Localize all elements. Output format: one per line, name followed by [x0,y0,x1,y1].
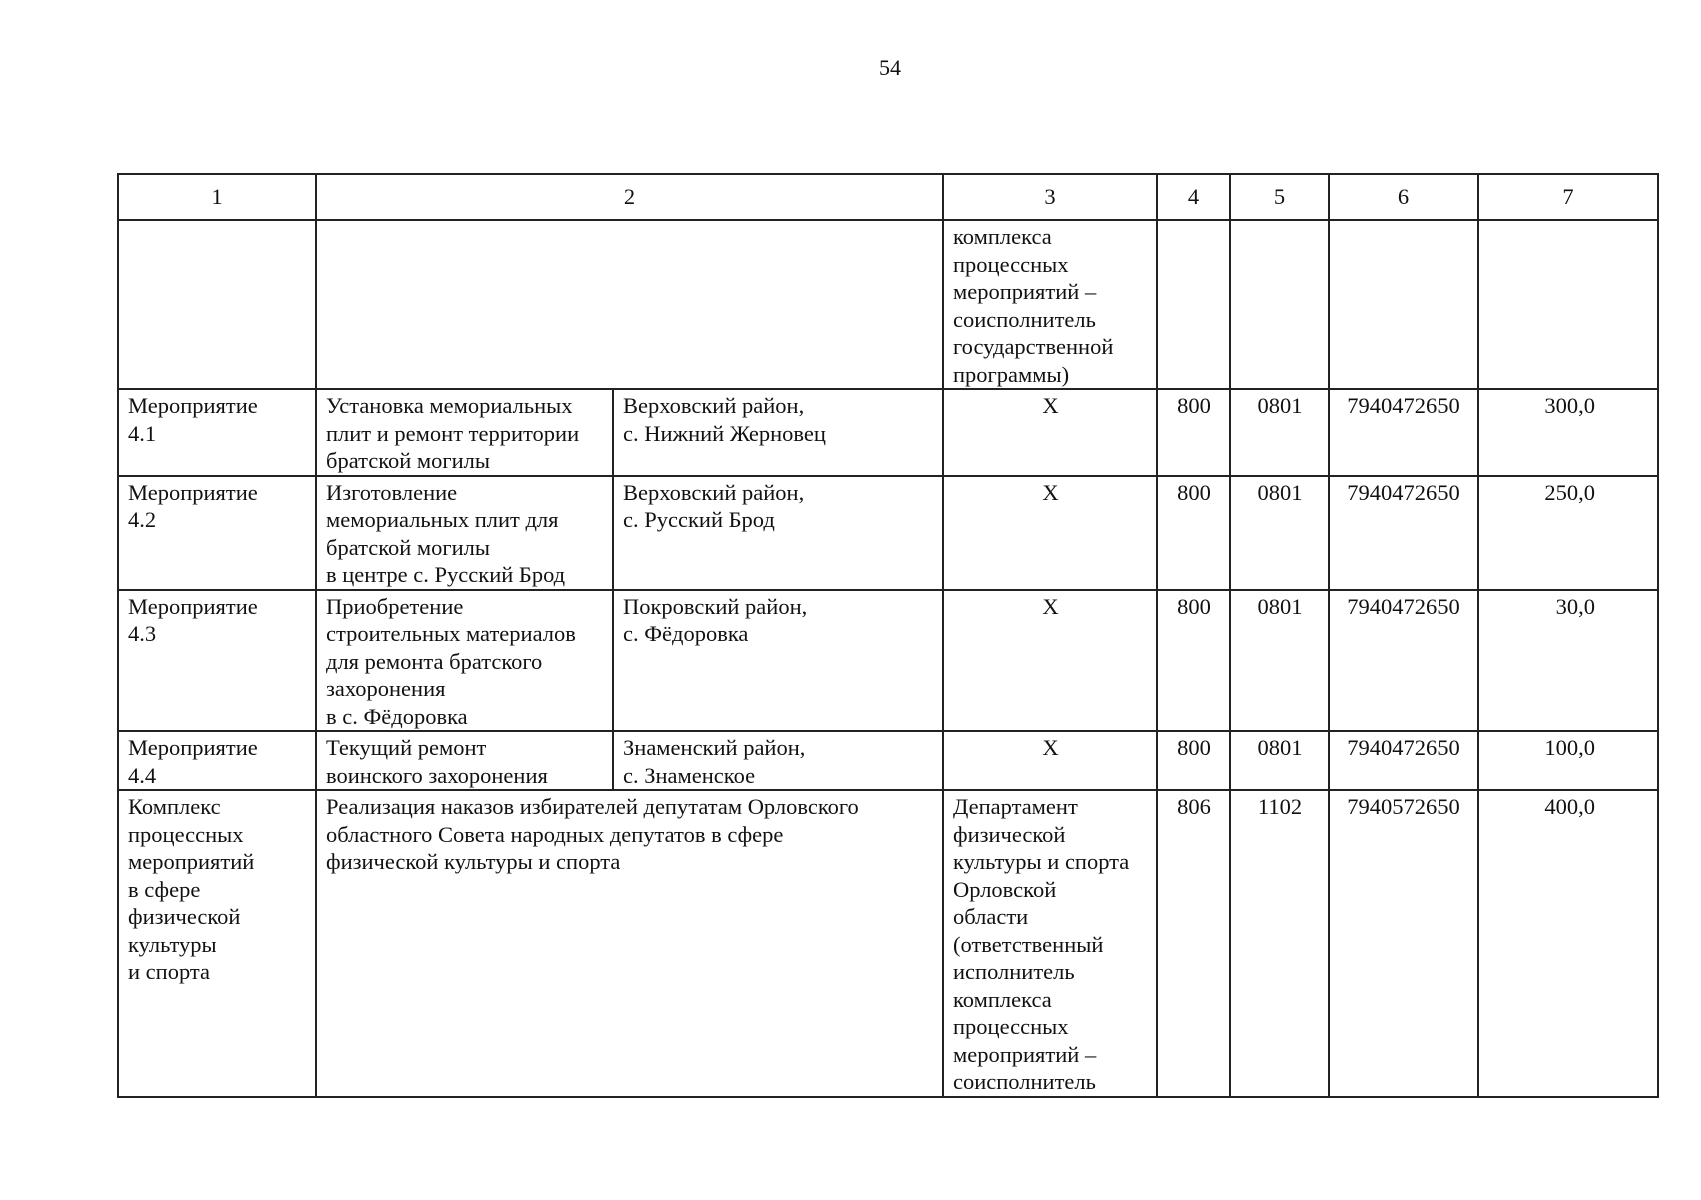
code-6-cell: 7940572650 [1329,790,1478,1097]
header-cell-3: 3 [943,174,1157,220]
header-cell-5: 5 [1230,174,1329,220]
amount-cell: 100,0 [1478,731,1658,790]
code-5-cell: 0801 [1230,389,1329,476]
activity-name-cell: Мероприятие 4.4 [118,731,316,790]
complex-executor-cell: Департамент физической культуры и спорта Орловской области (ответственный исполнитель комплекса процессных мероприятий – соисполнитель [943,790,1157,1097]
code-6-cell: 7940472650 [1329,590,1478,732]
table-row [118,476,1658,590]
amount-cell: 400,0 [1478,790,1658,1097]
table-row [118,389,1658,476]
activity-name-cell: Мероприятие 4.3 [118,590,316,732]
code-4-cell: 800 [1157,731,1230,790]
amount-cell: 300,0 [1478,389,1658,476]
complex-row [118,790,1658,1097]
activity-description-cell: Текущий ремонт воинского захоронения [316,731,613,790]
activity-name-cell: Мероприятие 4.1 [118,389,316,476]
activity-location-cell: Верховский район, с. Русский Брод [613,476,943,590]
amount-cell: 250,0 [1478,476,1658,590]
header-cell-7: 7 [1478,174,1658,220]
executor-cell: Х [943,476,1157,590]
table-row [118,590,1658,732]
code-5-cell: 0801 [1230,590,1329,732]
header-row [118,174,1658,220]
header-cell-2: 2 [316,174,943,220]
header-cell-4: 4 [1157,174,1230,220]
cell-empty [1157,220,1230,389]
continuation-row [118,220,1658,389]
code-5-cell: 0801 [1230,731,1329,790]
activity-location-cell: Верховский район, с. Нижний Жерновец [613,389,943,476]
activity-name-cell: Мероприятие 4.2 [118,476,316,590]
complex-description-cell: Реализация наказов избирателей депутатам Орловского областного Совета народных депутатов в сфере физической культуры и спорта [316,790,943,1097]
executor-cell: Х [943,731,1157,790]
executor-cell: Х [943,389,1157,476]
table-row [118,731,1658,790]
activity-description-cell: Установка мемориальных плит и ремонт территории братской могилы [316,389,613,476]
code-4-cell: 806 [1157,790,1230,1097]
code-6-cell: 7940472650 [1329,476,1478,590]
code-4-cell: 800 [1157,476,1230,590]
cell-empty [316,220,943,389]
cell-empty [1478,220,1658,389]
code-5-cell: 1102 [1230,790,1329,1097]
activity-description-cell: Изготовление мемориальных плит для братской могилы в центре с. Русский Брод [316,476,613,590]
complex-name-cell: Комплекс процессных мероприятий в сфере физической культуры и спорта [118,790,316,1097]
page-number: 54 [879,55,901,80]
code-5-cell: 0801 [1230,476,1329,590]
cell-empty [1230,220,1329,389]
cell-empty [1329,220,1478,389]
executor-cell: Х [943,590,1157,732]
continuation-executor-cell: комплекса процессных мероприятий – соисполнитель государственной программы) [943,220,1157,389]
activity-location-cell: Знаменский район, с. Знаменское [613,731,943,790]
amount-cell: 30,0 [1478,590,1658,732]
code-4-cell: 800 [1157,389,1230,476]
budget-table [117,173,1659,1098]
activity-location-cell: Покровский район, с. Фёдоровка [613,590,943,732]
header-cell-6: 6 [1329,174,1478,220]
code-4-cell: 800 [1157,590,1230,732]
activity-description-cell: Приобретение строительных материалов для ремонта братского захоронения в с. Фёдоровка [316,590,613,732]
code-6-cell: 7940472650 [1329,731,1478,790]
header-cell-1: 1 [118,174,316,220]
code-6-cell: 7940472650 [1329,389,1478,476]
cell-empty [118,220,316,389]
